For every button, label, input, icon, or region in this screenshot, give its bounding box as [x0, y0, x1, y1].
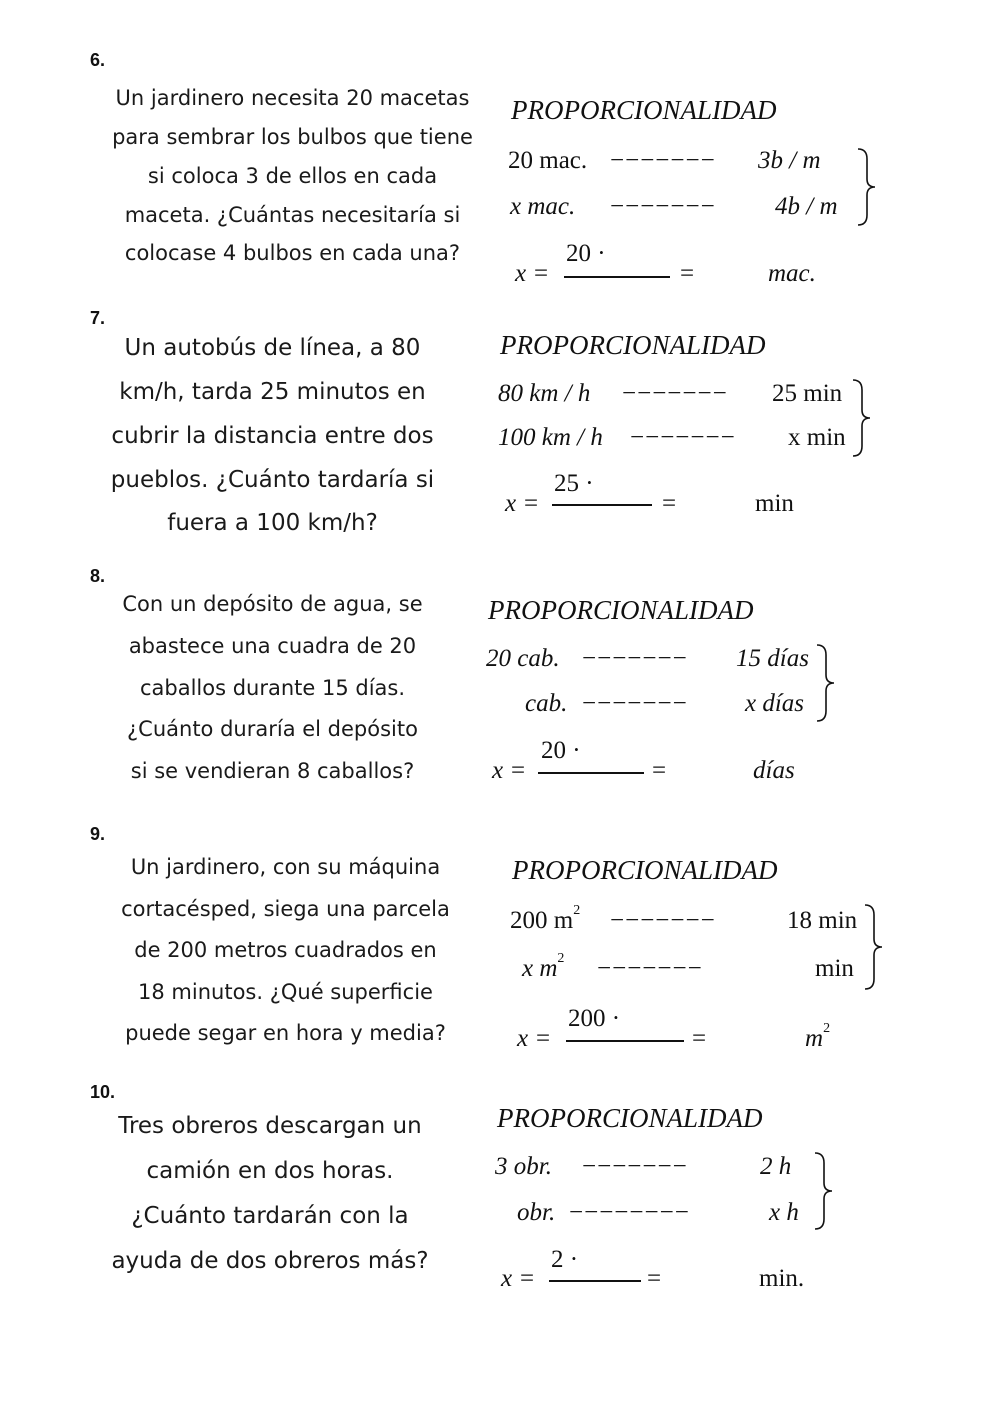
proportion-block	[502, 855, 902, 1060]
result-unit: $m^2$	[805, 1021, 831, 1052]
row1-right: 3b / m	[758, 147, 821, 174]
row2-right: x min	[788, 424, 846, 451]
problem-statement	[98, 855, 473, 1055]
row2-dashes: −−−−−−−	[582, 690, 688, 717]
row2-left: 100 km / h	[498, 424, 603, 451]
numerator: 20 ·	[566, 240, 606, 267]
statement-line: de 200 metros cuadrados en	[134, 938, 437, 962]
statement-line: colocase 4 bulbos en cada una?	[124, 241, 461, 265]
statement-line: Tres obreros descargan un	[118, 1113, 422, 1139]
problem-number: 6.	[90, 50, 106, 70]
row1-dashes: −−−−−−−	[610, 907, 716, 934]
statement-line: cortacésped, siega una parcela	[121, 897, 450, 921]
numerator: 2 ·	[551, 1246, 579, 1273]
statement-line: camión en dos horas.	[146, 1158, 394, 1184]
fraction-bar	[549, 1280, 641, 1282]
result-unit: min.	[759, 1265, 805, 1292]
statement-line: Un jardinero necesita 20 macetas	[115, 86, 470, 110]
statement-line: Con un depósito de agua, se	[122, 592, 423, 616]
equals-sign: =	[662, 490, 677, 517]
statement-line: si se vendieran 8 caballos?	[130, 759, 415, 783]
proportion-title: PROPORCIONALIDAD	[512, 855, 778, 885]
proportion-block	[487, 1103, 887, 1303]
statement-line: maceta. ¿Cuántas necesitaría si	[124, 203, 461, 227]
problem-statement	[80, 335, 465, 545]
brace-icon	[814, 643, 836, 723]
row1-right: 15 días	[736, 645, 809, 672]
equals-sign: =	[652, 757, 667, 784]
row2-dashes: −−−−−−−	[597, 955, 703, 982]
equals-sign: =	[692, 1025, 707, 1052]
statement-line: puede segar en hora y media?	[125, 1021, 446, 1045]
row1-left: 200 $m^2$	[510, 903, 581, 934]
proportion-title: PROPORCIONALIDAD	[500, 330, 766, 360]
x-label: x =	[505, 490, 540, 517]
result-unit: mac.	[768, 260, 816, 287]
result-unit: días	[753, 757, 795, 784]
brace-icon	[850, 378, 872, 458]
numerator: 20 ·	[541, 737, 581, 764]
problem-number: 9.	[90, 824, 106, 844]
row2-dashes: −−−−−−−	[630, 424, 736, 451]
equals-sign: =	[680, 260, 695, 287]
row2-dashes: −−−−−−−−	[569, 1199, 690, 1226]
statement-line: ayuda de dos obreros más?	[111, 1248, 429, 1274]
row2-right: x h	[769, 1199, 799, 1226]
problem-statement	[95, 592, 450, 792]
numerator: 25 ·	[554, 470, 594, 497]
proportion-title: PROPORCIONALIDAD	[497, 1103, 763, 1133]
proportion-block	[478, 595, 878, 795]
fraction-bar	[564, 276, 670, 278]
row1-dashes: −−−−−−−	[582, 1153, 688, 1180]
proportion-block	[500, 95, 900, 300]
problem-number: 7.	[90, 308, 106, 328]
row1-left: 20 cab.	[486, 645, 560, 672]
problem-number: 10.	[90, 1082, 116, 1102]
row2-right: min	[815, 955, 854, 982]
brace-icon	[812, 1151, 834, 1231]
row2-left: x mac.	[510, 193, 576, 220]
row1-dashes: −−−−−−−	[582, 645, 688, 672]
equals-sign: =	[647, 1265, 662, 1292]
row2-right: x días	[745, 690, 805, 717]
numerator: 200 ·	[568, 1005, 621, 1032]
statement-line: 18 minutos. ¿Qué superficie	[138, 980, 433, 1004]
proportion-block	[490, 330, 890, 535]
fraction-bar	[538, 772, 644, 774]
row2-left: x $m^2$	[522, 951, 565, 982]
row1-left: 3 obr.	[495, 1153, 552, 1180]
row1-left: 20 mac.	[508, 147, 588, 174]
row2-dashes: −−−−−−−	[610, 193, 716, 220]
fraction-bar	[566, 1040, 684, 1042]
problem-statement	[85, 1113, 455, 1293]
brace-icon	[855, 147, 877, 227]
x-label: x =	[492, 757, 527, 784]
row2-left: obr.	[517, 1199, 556, 1226]
statement-line: ¿Cuánto tardarán con la	[131, 1203, 409, 1229]
x-label: x =	[517, 1025, 552, 1052]
row1-left: 80 km / h	[498, 380, 591, 407]
row2-left: cab.	[525, 690, 568, 717]
statement-line: abastece una cuadra de 20	[128, 634, 417, 658]
row1-dashes: −−−−−−−	[622, 380, 728, 407]
result-unit: min	[755, 490, 794, 517]
statement-line: Un autobús de línea, a 80	[124, 335, 421, 361]
statement-line: pueblos. ¿Cuánto tardaría si	[110, 467, 435, 493]
statement-line: si coloca 3 de ellos en cada	[147, 164, 438, 188]
x-label: x =	[501, 1265, 536, 1292]
statement-line: cubrir la distancia entre dos	[111, 423, 434, 449]
row1-dashes: −−−−−−−	[610, 147, 716, 174]
brace-icon	[862, 903, 884, 991]
row2-right: 4b / m	[775, 193, 838, 220]
proportion-title: PROPORCIONALIDAD	[511, 95, 777, 125]
proportion-title: PROPORCIONALIDAD	[488, 595, 754, 625]
problem-statement	[95, 86, 490, 276]
statement-line: Un jardinero, con su máquina	[130, 855, 441, 879]
statement-line: caballos durante 15 días.	[139, 676, 406, 700]
statement-line: para sembrar los bulbos que tiene	[112, 125, 473, 149]
statement-line: fuera a 100 km/h?	[167, 510, 378, 536]
problem-number: 8.	[90, 566, 106, 586]
row1-right: 25 min	[772, 380, 843, 407]
x-label: x =	[515, 260, 550, 287]
row1-right: 2 h	[760, 1153, 792, 1180]
row1-right: 18 min	[787, 907, 858, 934]
statement-line: ¿Cuánto duraría el depósito	[127, 717, 418, 741]
fraction-bar	[552, 504, 652, 506]
statement-line: km/h, tarda 25 minutos en	[119, 379, 426, 405]
